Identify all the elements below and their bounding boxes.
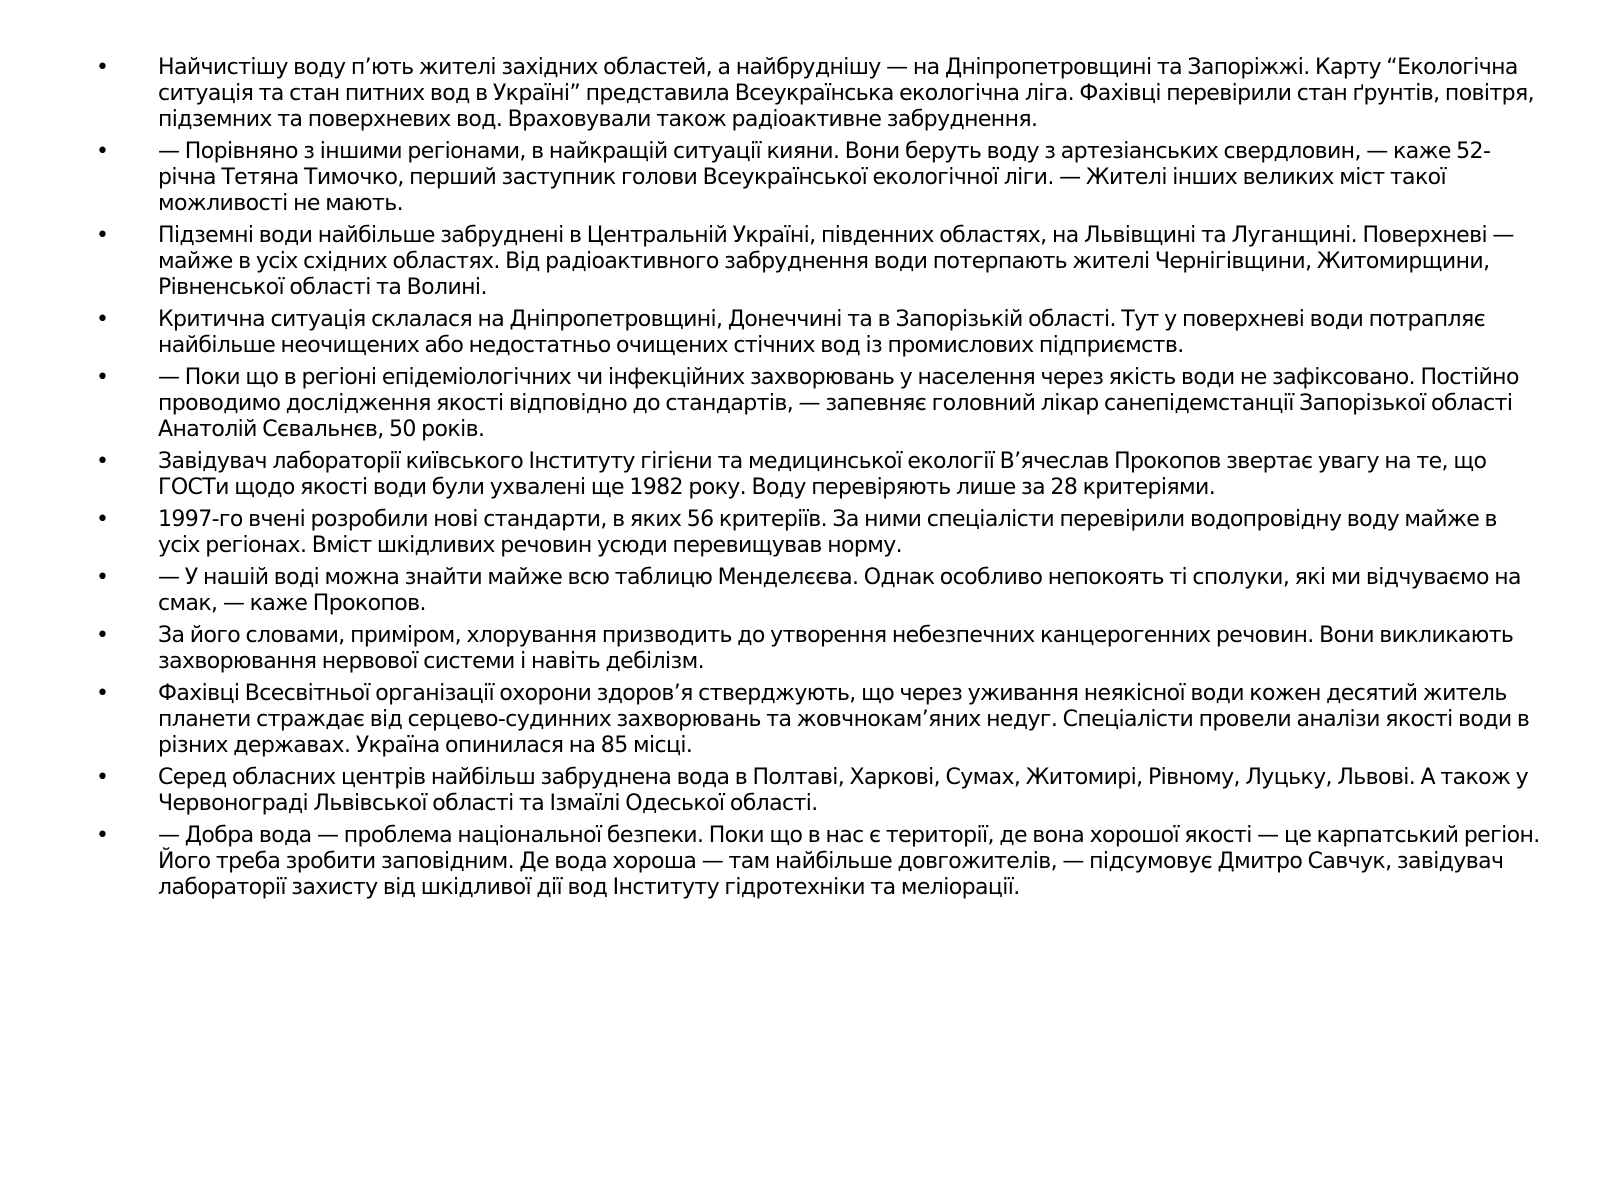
bullet-item (96, 449, 1541, 501)
bullet-item (96, 307, 1541, 359)
bullet-text: — У нашій воді можна знайти майже всю таблицю Менделєєва. Однак особливо непокоять ті сполуки, які ми відчуваємо на смак, — каже Прокопов. (158, 565, 1521, 616)
bullet-text: За його словами, приміром, хлорування призводить до утворення небезпечних канцерогенних речовин. Вони викликають захворювання нервової системи і навіть дебілізм. (158, 623, 1514, 674)
bullet-list (96, 55, 1541, 907)
bullet-marker: • (96, 55, 109, 80)
bullet-text: — Поки що в регіоні епідеміологічних чи інфекційних захворювань у населення через якість води не зафіксовано. Постійно проводимо дослідження якості відповідно до стандартів, — запевняє головний лікар санепідемстанції Запорізької області Анатолій Сєвальнєв, 50 років. (158, 365, 1519, 442)
bullet-marker: • (96, 681, 109, 706)
bullet-marker: • (96, 507, 109, 532)
bullet-item (96, 223, 1541, 301)
bullet-item (96, 623, 1541, 675)
bullet-item (96, 365, 1541, 443)
bullet-text: Серед обласних центрів найбільш забруднена вода в Полтаві, Харкові, Сумах, Житомирі, Рівному, Луцьку, Львові. А також у Червонограді Львівської області та Ізмаїлі Одеської області. (158, 765, 1529, 816)
bullet-marker: • (96, 307, 109, 332)
bullet-text: Фахівці Всесвітньої організації охорони здоров’я стверджують, що через уживання неякісної води кожен десятий житель планети страждає від серцево-судинних захворювань та жовчнокам’яних недуг. Спеціалісти провели аналізи якості води в різних державах. Україна опинилася на 85 місці. (158, 681, 1530, 758)
bullet-item (96, 139, 1541, 217)
bullet-marker: • (96, 139, 109, 164)
bullet-text: Найчистішу воду п’ють жителі західних областей, а найбруднішу — на Дніпропетровщині та Запоріжжі. Карту “Екологічна ситуація та стан питних вод в Україні” представила Всеукраїнська екологічна ліга. Фахівці перевірили стан ґрунтів, повітря, підземних та поверхневих вод. Враховували також радіоактивне забруднення. (158, 55, 1535, 132)
bullet-text: 1997-го вчені розробили нові стандарти, в яких 56 критеріїв. За ними спеціалісти перевірили водопровідну воду майже в усіх регіонах. Вміст шкідливих речовин усюди перевищував норму. (158, 507, 1497, 558)
bullet-text: — Порівняно з іншими регіонами, в найкращій ситуації кияни. Вони беруть воду з артезіанських свердловин, — каже 52-річна Тетяна Тимочко, перший заступник голови Всеукраїнської екологічної ліги. — Жителі інших великих міст такої можливості не мають. (158, 139, 1491, 216)
bullet-text: Підземні води найбільше забруднені в Центральній Україні, південних областях, на Львівщині та Луганщині. Поверхневі — майже в усіх східних областях. Від радіоактивного забруднення води потерпають жителі Чернігівщини, Житомирщини, Рівненської області та Волині. (158, 223, 1514, 300)
bullet-text: — Добра вода — проблема національної безпеки. Поки що в нас є території, де вона хорошої якості — це карпатський регіон. Його треба зробити заповідним. Де вода хороша — там найбільше довгожителів, — підсумовує Дмитро Савчук, завідувач лабораторії захисту від шкідливої дії вод Інституту гідротехніки та меліорації. (158, 823, 1540, 900)
bullet-text: Завідувач лабораторії київського Інституту гігієни та медицинської екології В’ячеслав Прокопов звертає увагу на те, що ГОСТи щодо якості води були ухвалені ще 1982 року. Воду перевіряють лише за 28 критеріями. (158, 449, 1487, 500)
bullet-item (96, 765, 1541, 817)
bullet-item (96, 507, 1541, 559)
bullet-item (96, 823, 1541, 901)
bullet-marker: • (96, 449, 109, 474)
bullet-marker: • (96, 565, 109, 590)
bullet-item (96, 681, 1541, 759)
bullet-marker: • (96, 223, 109, 248)
bullet-marker: • (96, 823, 109, 848)
bullet-item (96, 565, 1541, 617)
bullet-text: Критична ситуація склалася на Дніпропетровщині, Донеччині та в Запорізькій області. Тут у поверхневі води потрапляє найбільше неочищених або недостатньо очищених стічних вод із промислових підприємств. (158, 307, 1486, 358)
bullet-marker: • (96, 765, 109, 790)
bullet-item (96, 55, 1541, 133)
bullet-marker: • (96, 623, 109, 648)
bullet-marker: • (96, 365, 109, 390)
